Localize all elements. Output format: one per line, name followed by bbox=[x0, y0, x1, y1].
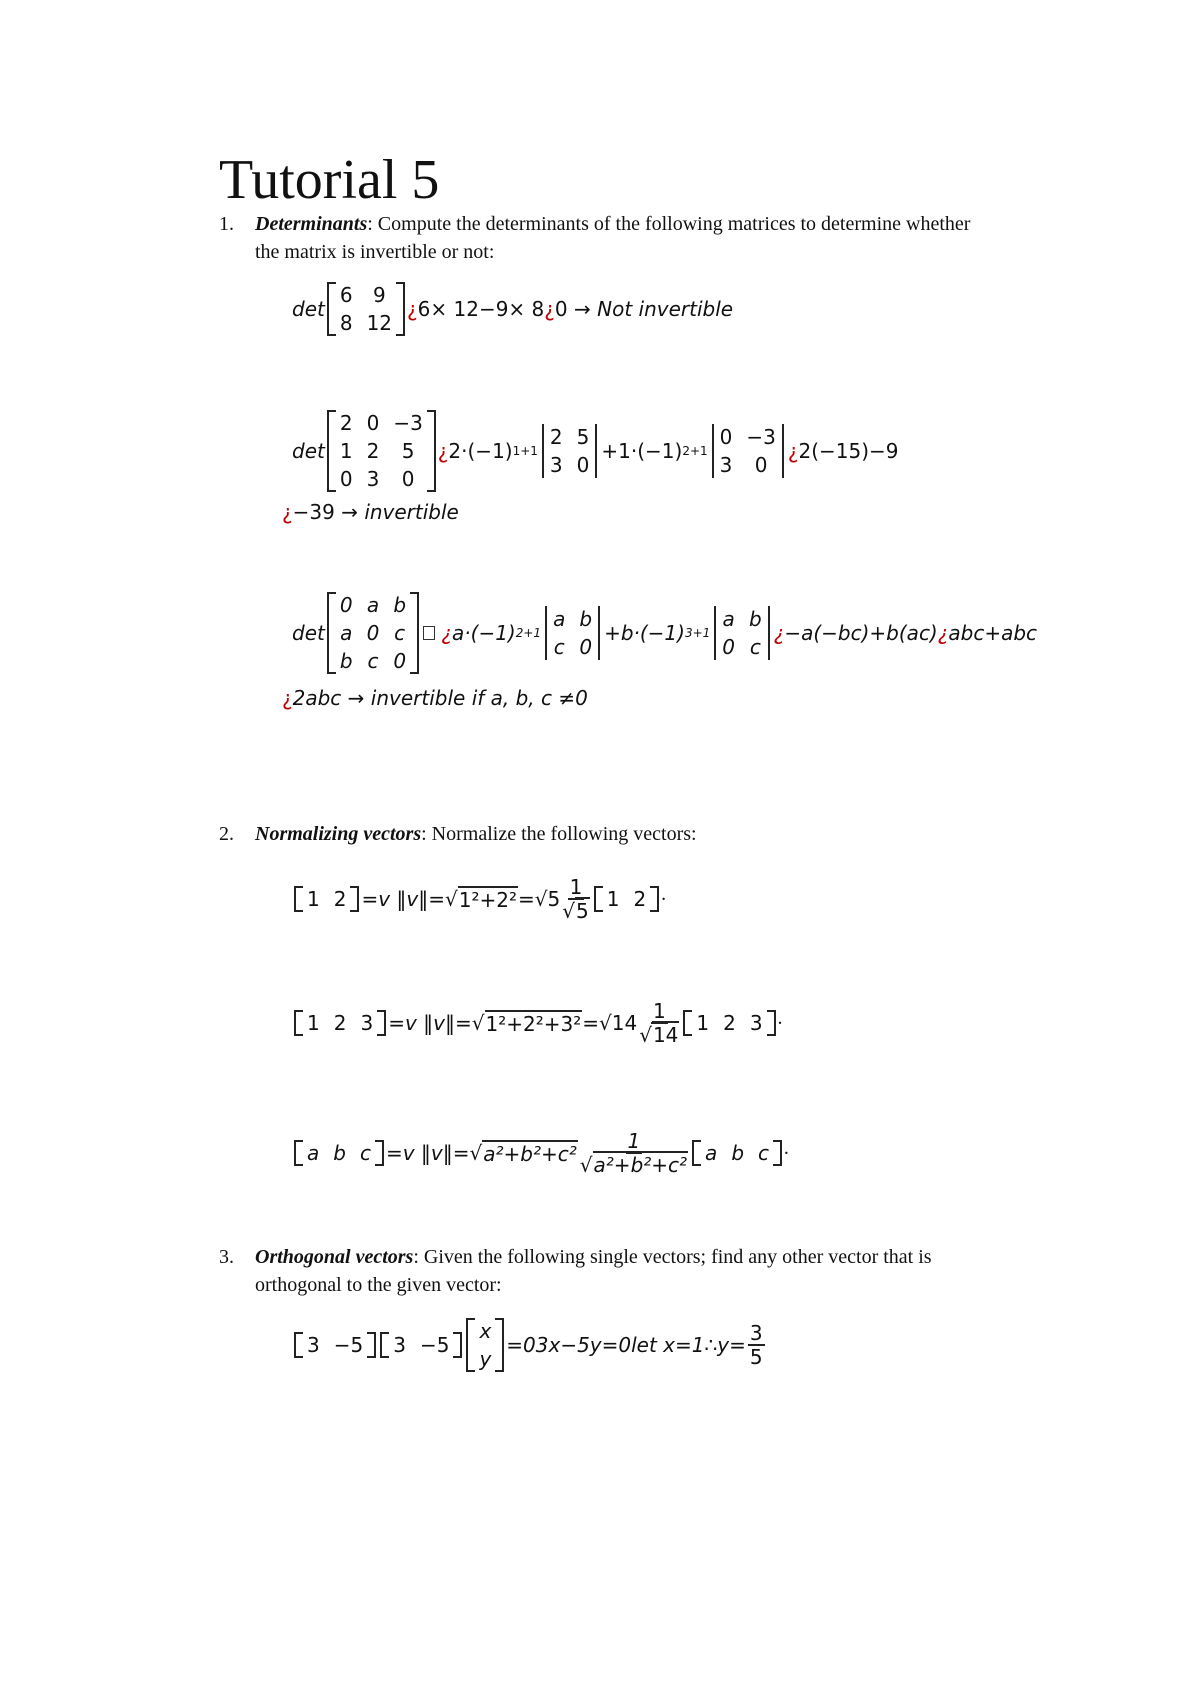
question-heading: Normalizing vectors bbox=[255, 823, 422, 845]
row-vector: 1 2 3 bbox=[294, 1010, 386, 1036]
eq-value: =√5 bbox=[518, 887, 561, 911]
eq-result: invertible bbox=[364, 500, 459, 524]
term: +1·(−1) bbox=[601, 439, 683, 463]
glyph-marker: ¿ bbox=[441, 621, 453, 645]
fraction: $\frac{1}{√5}$ bbox=[562, 875, 589, 923]
question-number: 1. bbox=[219, 213, 234, 235]
question-text-2: the matrix is invertible or not: bbox=[255, 241, 495, 263]
row-vector: 1 2 3 bbox=[683, 1010, 775, 1036]
fraction: $\frac{1}{√14}$ bbox=[639, 999, 679, 1047]
glyph-marker: ¿ bbox=[544, 297, 555, 321]
question-heading: Orthogonal vectors bbox=[255, 1246, 414, 1268]
glyph-marker: ¿ bbox=[282, 500, 293, 524]
glyph-marker: ¿ bbox=[437, 439, 449, 463]
determinant-equation-3 bbox=[292, 592, 1037, 674]
minor-determinant: 0 −3 3 0 bbox=[710, 424, 786, 478]
exponent: 2+1 bbox=[682, 444, 708, 458]
term: 2(−15)−9 bbox=[798, 439, 899, 463]
eq-expression: =v ‖v‖= bbox=[361, 887, 446, 911]
question-3 bbox=[219, 1243, 1099, 1299]
eq-expression: 6× 12−9× 8 bbox=[417, 297, 545, 321]
row-vector: a b c bbox=[692, 1140, 782, 1166]
row-vector: 1 2 bbox=[294, 886, 359, 912]
eq-expression: =v ‖v‖= bbox=[388, 1011, 472, 1035]
eq-value: 2abc → bbox=[292, 686, 365, 710]
matrix: 0 a b a 0 c b c 0 bbox=[327, 592, 419, 674]
exponent: 3+1 bbox=[684, 626, 711, 640]
question-number: 2. bbox=[219, 823, 234, 845]
det-label: det bbox=[292, 297, 325, 321]
row-vector: a b c bbox=[294, 1140, 384, 1166]
question-text-2: orthogonal to the given vector: bbox=[255, 1274, 502, 1296]
glyph-marker: ¿ bbox=[787, 439, 799, 463]
glyph-marker: ¿ bbox=[407, 297, 418, 321]
fraction: $\frac{3}{5}$ bbox=[749, 1321, 763, 1369]
glyph-marker: ¿ bbox=[282, 686, 293, 710]
glyph-marker: ¿ bbox=[773, 621, 785, 645]
minor-determinant: a b 0 c bbox=[712, 606, 771, 660]
exponent: 2+1 bbox=[515, 626, 542, 640]
normalize-equation-1: 1 2 =v ‖v‖= √ 1²+2² =√5 $\frac{1}{√5}$ 1 2 • bbox=[292, 876, 666, 922]
row-vector: 3 −5 bbox=[294, 1332, 376, 1358]
question-text: : Normalize the following vectors: bbox=[421, 823, 697, 845]
determinant-equation-2 bbox=[292, 410, 899, 492]
term: 2·(−1) bbox=[448, 439, 513, 463]
question-number: 3. bbox=[219, 1246, 234, 1268]
question-1 bbox=[219, 210, 1099, 266]
placeholder-box-icon bbox=[423, 626, 435, 640]
row-vector: 1 2 bbox=[594, 886, 659, 912]
term: −a(−bc)+b(ac) bbox=[784, 621, 938, 645]
normalize-equation-3: a b c =v ‖v‖= √ a²+b²+c² $\frac{1}{\text{√a²+b²+c²}}$ a b c • bbox=[292, 1130, 789, 1176]
column-vector: x y bbox=[466, 1318, 504, 1372]
minor-determinant: 2 5 3 0 bbox=[540, 424, 599, 478]
eq-expression: =v ‖v‖= bbox=[385, 1141, 470, 1165]
orthogonal-equation-1 bbox=[292, 1318, 767, 1372]
glyph-marker: ¿ bbox=[937, 621, 949, 645]
exponent: 1+1 bbox=[512, 444, 538, 458]
determinant-result-2 bbox=[282, 500, 459, 524]
determinant-equation-1 bbox=[292, 282, 733, 336]
eq-value: =√14 bbox=[582, 1011, 638, 1035]
term: abc+abc bbox=[948, 621, 1038, 645]
question-text: : Compute the determinants of the following matrices to determine whether bbox=[367, 213, 971, 235]
term: a·(−1) bbox=[452, 621, 516, 645]
question-heading: Determinants bbox=[255, 213, 368, 235]
eq-value: −39 → bbox=[292, 500, 358, 524]
row-vector: 3 −5 bbox=[380, 1332, 462, 1358]
fraction: $\frac{1}{\text{√a²+b²+c²}}$ bbox=[579, 1129, 688, 1177]
page-title: Tutorial 5 bbox=[219, 149, 440, 211]
det-label: det bbox=[292, 621, 325, 645]
term: +b·(−1) bbox=[604, 621, 685, 645]
question-2 bbox=[219, 820, 1099, 848]
determinant-result-3 bbox=[282, 686, 588, 710]
det-label: det bbox=[292, 439, 325, 463]
radicand: 1²+2²+3² bbox=[485, 1012, 582, 1036]
radicand: 1²+2² bbox=[458, 888, 518, 912]
normalize-equation-2: 1 2 3 =v ‖v‖= √ 1²+2²+3² =√14 $\frac{1}{√14}$ 1 2 3 • bbox=[292, 1000, 782, 1046]
matrix: 6 9 8 12 bbox=[327, 282, 405, 336]
radicand: a²+b²+c² bbox=[483, 1142, 577, 1166]
eq-result: invertible if a, b, c ≠0 bbox=[370, 686, 588, 710]
matrix: 2 0 −3 1 2 5 0 3 0 bbox=[327, 410, 436, 492]
arrow: → bbox=[574, 297, 591, 321]
eq-result: Not invertible bbox=[597, 297, 734, 321]
eq-value: 0 bbox=[554, 297, 568, 321]
minor-determinant: a b c 0 bbox=[543, 606, 602, 660]
eq-expression: =03x−5y=0let x=1∴y= bbox=[506, 1333, 746, 1357]
question-text: : Given the following single vectors; find any other vector that is bbox=[413, 1246, 932, 1268]
